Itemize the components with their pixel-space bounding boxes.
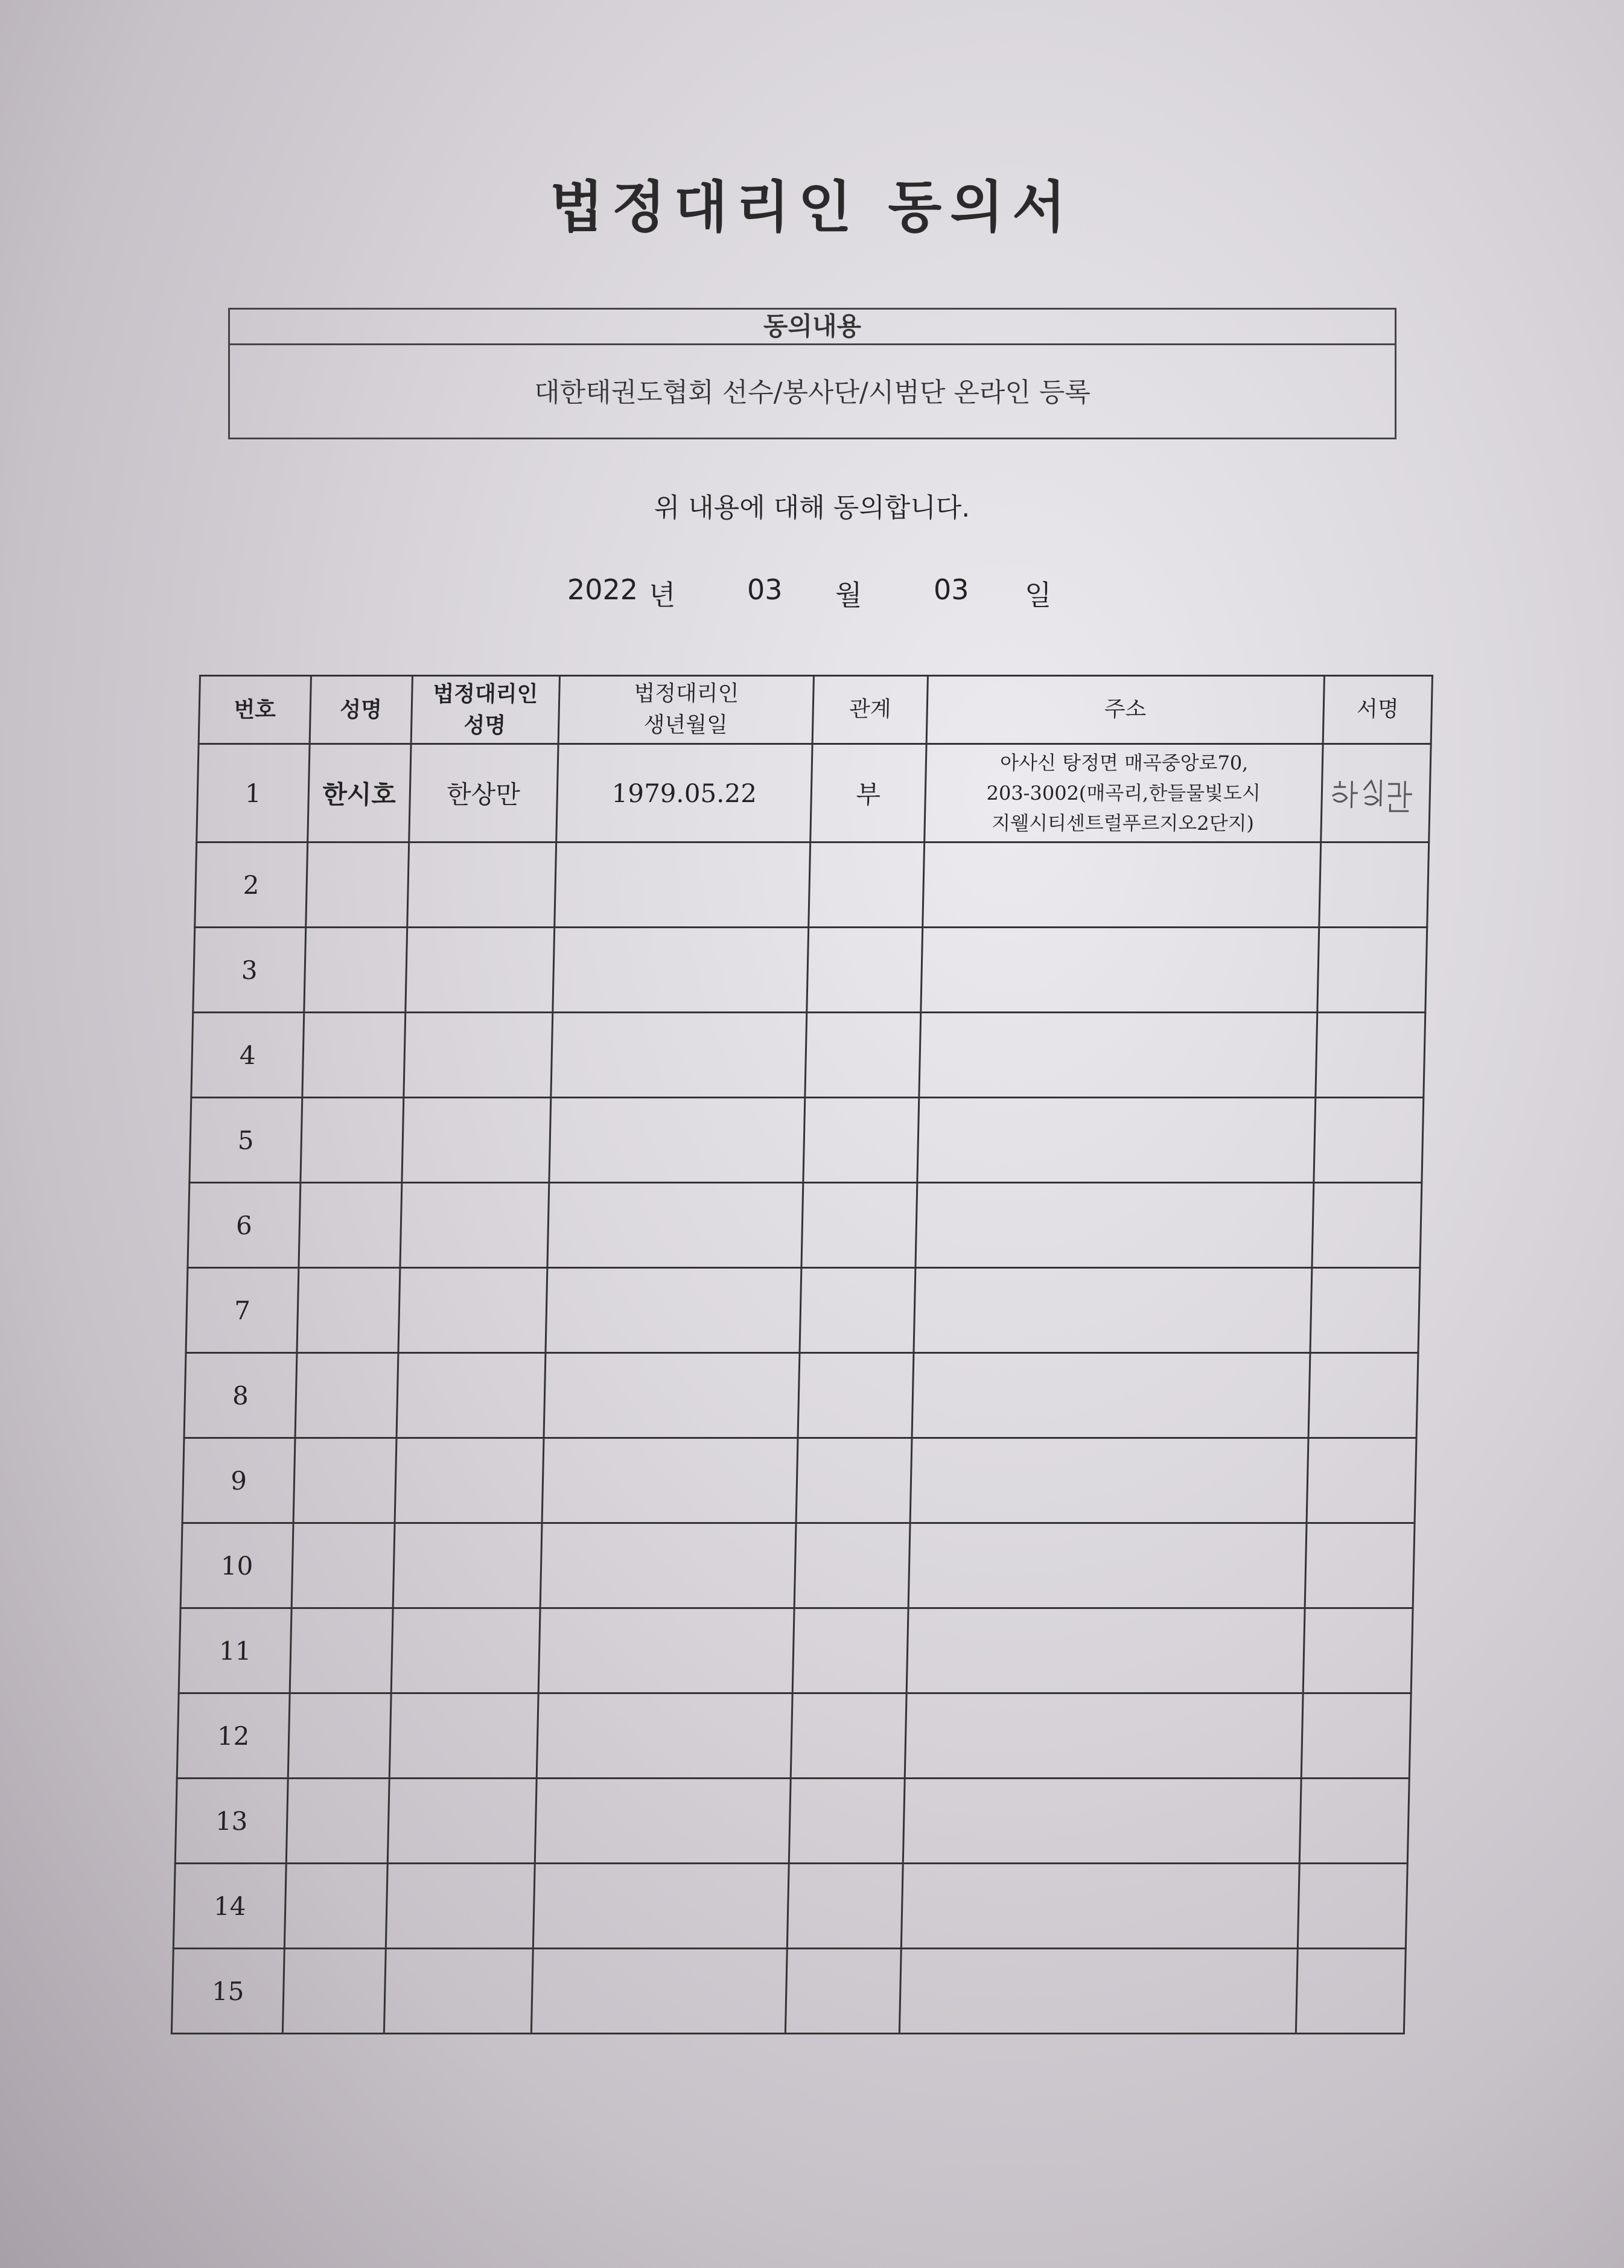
- row-no: 9: [182, 1438, 295, 1523]
- empty-cell: [913, 1268, 1312, 1353]
- empty-cell: [386, 1864, 535, 1949]
- row-no: 7: [186, 1268, 299, 1353]
- empty-cell: [393, 1523, 542, 1608]
- header-guardian-name-line2: 성명: [463, 713, 506, 738]
- header-name: 성명: [310, 676, 412, 744]
- header-no: 번호: [199, 676, 311, 744]
- empty-cell: [547, 1183, 803, 1268]
- table-row: [191, 1013, 1425, 1098]
- row-no: 11: [179, 1608, 291, 1693]
- empty-cell: [301, 1098, 403, 1183]
- row-no: 5: [189, 1098, 302, 1183]
- empty-cell: [1314, 1098, 1424, 1183]
- empty-cell: [306, 843, 409, 928]
- empty-cell: [398, 1268, 547, 1353]
- table-row: [171, 1949, 1406, 2034]
- consent-body: 대한태권도협회 선수/봉사단/시범단 온라인 등록: [534, 377, 1091, 408]
- row-guardian-name: 한상만: [409, 744, 558, 843]
- empty-cell: [905, 1693, 1304, 1779]
- empty-cell: [297, 1268, 400, 1353]
- empty-cell: [295, 1353, 398, 1438]
- header-guardian-name: [411, 676, 559, 744]
- table-row: [189, 1098, 1424, 1183]
- row-no: 4: [191, 1013, 304, 1098]
- empty-cell: [554, 843, 810, 928]
- empty-cell: [1296, 1949, 1406, 2034]
- empty-cell: [899, 1949, 1298, 2034]
- table-row: [188, 1183, 1422, 1268]
- table-row: [180, 1523, 1415, 1608]
- empty-cell: [920, 928, 1319, 1013]
- date-year: 2022: [567, 573, 638, 606]
- date-month: 03: [747, 573, 783, 606]
- row-no: 13: [175, 1779, 288, 1864]
- empty-cell: [801, 1183, 917, 1268]
- date-day-unit: 일: [1025, 579, 1052, 611]
- row-no: 6: [188, 1183, 301, 1268]
- empty-cell: [1305, 1523, 1415, 1608]
- address-line-3: 지웰시티센트럴푸르지오2단지): [991, 812, 1255, 835]
- table-header-row: [199, 676, 1432, 744]
- empty-cell: [405, 928, 554, 1013]
- empty-cell: [1312, 1183, 1422, 1268]
- empty-cell: [901, 1864, 1300, 1949]
- empty-cell: [1316, 1013, 1425, 1098]
- table-row: [186, 1268, 1420, 1353]
- address-line-2: 203-3002(매곡리,한들물빛도시: [986, 782, 1261, 804]
- empty-cell: [1299, 1779, 1409, 1864]
- empty-cell: [792, 1608, 908, 1693]
- table-row: [197, 744, 1431, 843]
- empty-cell: [286, 1779, 389, 1864]
- empty-cell: [1317, 928, 1427, 1013]
- empty-cell: [788, 1864, 903, 1949]
- table-row: [173, 1864, 1407, 1949]
- empty-cell: [549, 1098, 805, 1183]
- empty-cell: [291, 1523, 394, 1608]
- empty-cell: [807, 928, 922, 1013]
- empty-cell: [537, 1693, 793, 1779]
- empty-cell: [791, 1693, 906, 1779]
- header-guardian-birth: [558, 676, 814, 744]
- signature-scribble: [1327, 769, 1425, 817]
- empty-cell: [395, 1438, 544, 1523]
- handwritten-signature: [1321, 744, 1431, 843]
- consent-header: 동의내용: [230, 310, 1395, 345]
- empty-cell: [290, 1608, 392, 1693]
- date-month-unit: 월: [835, 579, 862, 611]
- row-no: 3: [193, 928, 306, 1013]
- empty-cell: [389, 1693, 538, 1779]
- empty-cell: [304, 928, 407, 1013]
- table-row: [175, 1779, 1409, 1864]
- address-line-1: 아사신 탕정면 매곡중앙로70,: [999, 751, 1249, 774]
- empty-cell: [540, 1523, 797, 1608]
- empty-cell: [805, 1013, 920, 1098]
- header-guardian-birth-line1: 법정대리인: [633, 681, 739, 706]
- empty-cell: [293, 1438, 396, 1523]
- empty-cell: [401, 1098, 550, 1183]
- empty-cell: [912, 1353, 1311, 1438]
- empty-cell: [803, 1098, 919, 1183]
- empty-cell: [545, 1268, 801, 1353]
- empty-cell: [1308, 1353, 1418, 1438]
- row-address: [924, 744, 1323, 843]
- empty-cell: [922, 843, 1321, 928]
- row-no: 1: [197, 744, 310, 843]
- row-no: 8: [184, 1353, 297, 1438]
- empty-cell: [1301, 1693, 1411, 1779]
- empty-cell: [544, 1353, 800, 1438]
- empty-cell: [284, 1864, 387, 1949]
- empty-cell: [403, 1013, 552, 1098]
- document-title: 법정대리인 동의서: [549, 174, 1074, 240]
- empty-cell: [919, 1013, 1317, 1098]
- row-no: 12: [177, 1693, 290, 1779]
- row-relation: 부: [810, 744, 926, 843]
- empty-cell: [387, 1779, 537, 1864]
- header-signature: 서명: [1323, 676, 1432, 744]
- empty-cell: [1307, 1438, 1416, 1523]
- empty-cell: [542, 1438, 798, 1523]
- empty-cell: [531, 1949, 788, 2034]
- empty-cell: [915, 1183, 1314, 1268]
- empty-cell: [282, 1949, 385, 2034]
- empty-cell: [800, 1268, 915, 1353]
- header-relation: 관계: [812, 676, 928, 744]
- empty-cell: [809, 843, 924, 928]
- empty-cell: [400, 1183, 549, 1268]
- empty-cell: [288, 1693, 390, 1779]
- empty-cell: [550, 1013, 807, 1098]
- consent-box: [228, 308, 1396, 439]
- empty-cell: [535, 1779, 791, 1864]
- empty-cell: [917, 1098, 1316, 1183]
- row-no: 14: [173, 1864, 286, 1949]
- table-row: [184, 1353, 1418, 1438]
- table-row: [195, 843, 1429, 928]
- date-day: 03: [934, 573, 969, 606]
- empty-cell: [910, 1438, 1309, 1523]
- empty-cell: [794, 1523, 909, 1608]
- empty-cell: [906, 1608, 1305, 1693]
- empty-cell: [786, 1949, 901, 2034]
- row-guardian-birth: 1979.05.22: [556, 744, 812, 843]
- empty-cell: [789, 1779, 905, 1864]
- header-address: 주소: [926, 676, 1325, 744]
- empty-cell: [391, 1608, 540, 1693]
- row-no: 2: [195, 843, 308, 928]
- empty-cell: [798, 1353, 913, 1438]
- empty-cell: [1319, 843, 1429, 928]
- empty-cell: [538, 1608, 795, 1693]
- table-row: [182, 1438, 1416, 1523]
- table-row: [177, 1693, 1411, 1779]
- row-name: 한시호: [308, 744, 411, 843]
- row-no: 15: [171, 1949, 284, 2034]
- agreement-text: 위 내용에 대해 동의합니다.: [654, 492, 970, 523]
- empty-cell: [384, 1949, 533, 2034]
- empty-cell: [1298, 1864, 1407, 1949]
- table-row: [179, 1608, 1413, 1693]
- empty-cell: [1310, 1268, 1420, 1353]
- empty-cell: [299, 1183, 401, 1268]
- empty-cell: [908, 1523, 1307, 1608]
- empty-cell: [407, 843, 556, 928]
- header-guardian-birth-line2: 생년월일: [643, 713, 728, 737]
- empty-cell: [533, 1864, 789, 1949]
- empty-cell: [396, 1353, 546, 1438]
- registration-table: [171, 675, 1433, 2034]
- header-guardian-name-line1: 법정대리인: [432, 681, 538, 707]
- empty-cell: [552, 928, 809, 1013]
- table-row: [193, 928, 1427, 1013]
- date-year-unit: 년: [649, 579, 676, 611]
- empty-cell: [903, 1779, 1302, 1864]
- empty-cell: [302, 1013, 405, 1098]
- row-no: 10: [180, 1523, 293, 1608]
- empty-cell: [1303, 1608, 1413, 1693]
- empty-cell: [796, 1438, 911, 1523]
